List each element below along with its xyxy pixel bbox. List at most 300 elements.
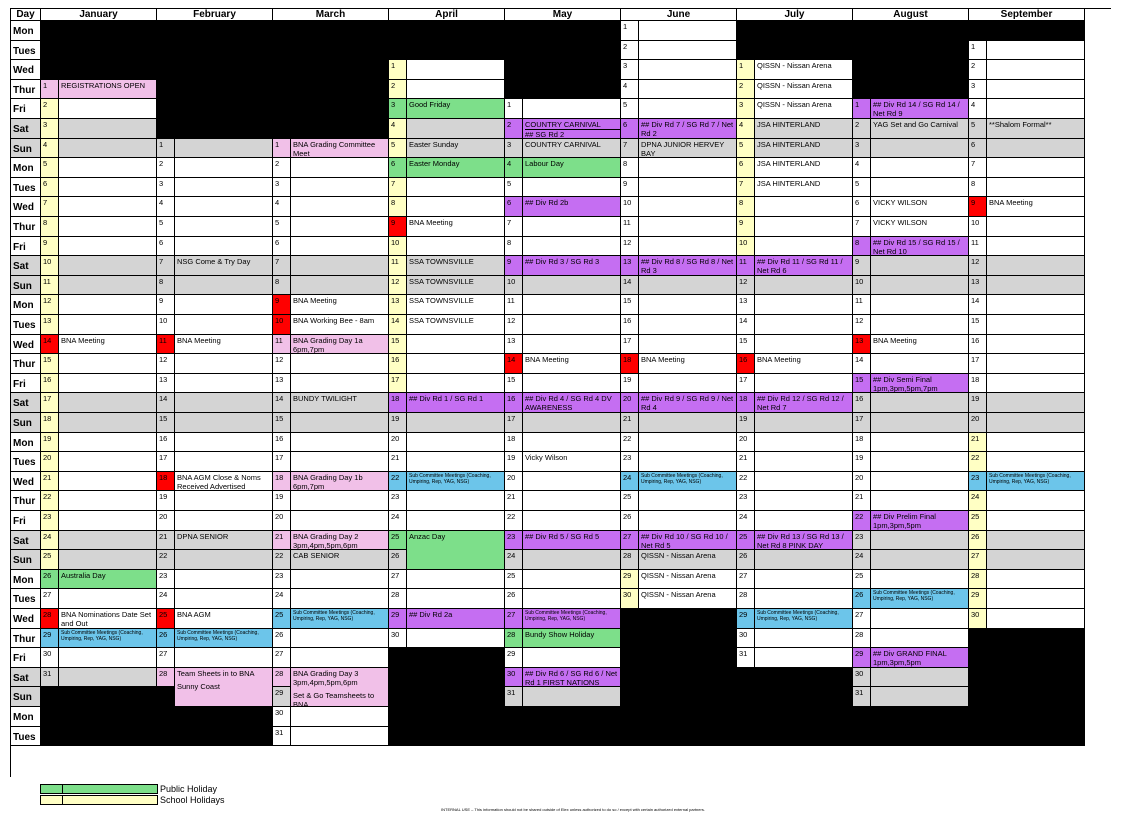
weekday-label: Sun [11,550,41,570]
weekday-label: Fri [11,374,41,394]
event-text: JSA HINTERLAND [757,178,821,188]
event-cell[interactable] [407,315,505,335]
date-number: 25 [621,491,639,511]
empty-day-cell [755,472,853,492]
event-cell[interactable] [755,60,853,80]
date-number: 15 [41,354,59,374]
event-cell[interactable] [291,139,389,159]
event-cell[interactable] [175,531,273,551]
empty-day-cell [871,393,969,413]
event-cell[interactable] [987,119,1085,139]
event-cell[interactable] [755,158,853,178]
date-number: 17 [505,413,523,433]
event-cell[interactable] [407,609,505,629]
empty-day-cell [59,256,157,276]
date-number: 24 [273,589,291,609]
date-number: 22 [41,491,59,511]
date-number: 5 [41,158,59,178]
date-number: 20 [737,433,755,453]
event-text: BNA AGM Close & Noms Received Advertised [177,472,261,491]
date-number: 27 [969,550,987,570]
event-cell[interactable] [639,393,737,413]
empty-day-cell [291,413,389,433]
date-number: 3 [273,178,291,198]
event-cell[interactable] [871,374,969,394]
event-cell[interactable] [291,335,389,355]
event-cell[interactable] [639,550,737,570]
empty-day-cell [639,158,737,178]
event-cell[interactable] [755,531,853,551]
event-cell[interactable] [871,511,969,531]
event-text: SSA TOWNSVILLE [409,257,474,267]
event-cell[interactable] [871,589,969,609]
date-number: 26 [41,570,59,590]
event-cell[interactable] [175,256,273,276]
date-number: 30 [853,668,871,688]
event-cell[interactable] [523,119,621,139]
date-number: 18 [505,433,523,453]
empty-day-cell [59,531,157,551]
date-number: 10 [621,197,639,217]
date-number: 29 [621,570,639,590]
event-cell[interactable] [871,237,969,257]
empty-day-cell [407,491,505,511]
date-number: 14 [737,315,755,335]
date-number: 17 [389,374,407,394]
date-number: 5 [157,217,175,237]
event-cell[interactable] [755,119,853,139]
empty-day-cell [291,197,389,217]
empty-day-cell [639,452,737,472]
date-number: 6 [273,237,291,257]
empty-day-cell [871,452,969,472]
date-number: 11 [157,335,175,355]
month-header-january: January [41,9,157,21]
empty-day-cell [59,276,157,296]
date-number: 14 [853,354,871,374]
date-number: 12 [505,315,523,335]
blocked-cell [389,687,505,707]
date-number: 23 [969,472,987,492]
date-number: 13 [621,256,639,276]
event-cell[interactable] [523,531,621,551]
empty-day-cell [291,452,389,472]
blocked-cell [157,727,273,747]
blocked-cell [505,80,621,100]
empty-day-cell [407,511,505,531]
event-text: ## Div Rd 10 / SG Rd 10 / Net Rd 5 [641,531,728,550]
empty-day-cell [175,393,273,413]
event-text: QISSN - Nissan Arena [641,590,716,600]
event-text: ## Div Rd 1 / SG Rd 1 [409,394,484,404]
empty-day-cell [871,354,969,374]
blocked-cell [157,21,273,41]
date-number: 11 [621,217,639,237]
event-cell[interactable] [639,354,737,374]
empty-day-cell [987,178,1085,198]
date-number: 29 [969,589,987,609]
date-number: 23 [41,511,59,531]
date-number: 16 [41,374,59,394]
date-number: 10 [853,276,871,296]
empty-day-cell [987,60,1085,80]
empty-day-cell [987,531,1085,551]
event-cell[interactable] [523,139,621,159]
date-number: 13 [737,295,755,315]
blocked-cell [969,687,1085,707]
empty-day-cell [871,433,969,453]
event-cell[interactable] [175,629,273,649]
event-cell[interactable] [407,531,505,570]
date-number: 4 [737,119,755,139]
date-number: 8 [969,178,987,198]
date-number: 13 [969,276,987,296]
event-cell[interactable] [291,609,389,629]
event-text: BNA Meeting [641,355,685,365]
weekday-label: Wed [11,335,41,355]
date-number: 11 [389,256,407,276]
empty-day-cell [987,217,1085,237]
weekday-label: Sun [11,413,41,433]
date-number: 25 [273,609,291,629]
empty-day-cell [407,237,505,257]
event-cell[interactable] [639,256,737,276]
empty-day-cell [987,511,1085,531]
event-cell[interactable] [523,197,621,217]
weekday-label: Fri [11,99,41,119]
empty-day-cell [871,629,969,649]
empty-day-cell [987,139,1085,159]
date-number: 16 [621,315,639,335]
event-cell[interactable] [987,472,1085,492]
event-cell[interactable] [871,648,969,668]
event-cell[interactable] [407,99,505,119]
footnote: INTERNAL USE – This information should not be shared outside of Elex unless authorized to do so / except with certain authorized external partners. [441,807,705,812]
empty-day-cell [987,491,1085,511]
empty-day-cell [407,433,505,453]
date-number: 24 [621,472,639,492]
date-number: 25 [41,550,59,570]
empty-day-cell [755,217,853,237]
date-number: 20 [389,433,407,453]
date-number: 8 [157,276,175,296]
event-text: BNA Grading Day 3 3pm,4pm,5pm,6pm [293,668,359,687]
event-cell[interactable] [871,197,969,217]
date-number: 28 [157,668,175,688]
empty-day-cell [407,197,505,217]
event-text: ## Div Rd 13 / SG Rd 13 / Net Rd 8 PINK DAY [757,531,844,550]
date-number: 15 [737,335,755,355]
date-number: 28 [737,589,755,609]
event-cell[interactable] [523,393,621,413]
date-number: 13 [505,335,523,355]
empty-day-cell [175,413,273,433]
empty-day-cell [175,570,273,590]
empty-day-cell [871,491,969,511]
event-cell[interactable] [755,99,853,119]
empty-day-cell [639,374,737,394]
date-number: 5 [737,139,755,159]
weekday-label: Thur [11,80,41,100]
empty-day-cell [987,433,1085,453]
date-number: 21 [621,413,639,433]
empty-day-cell [407,80,505,100]
event-cell[interactable] [175,472,273,492]
empty-day-cell [407,335,505,355]
event-text: Good Friday [409,100,451,110]
blocked-cell [505,21,621,41]
weekday-label: Mon [11,570,41,590]
date-number: 27 [273,648,291,668]
date-number: 1 [621,21,639,41]
event-text: SSA TOWNSVILLE [409,316,474,325]
event-cell[interactable] [523,158,621,178]
event-cell[interactable] [291,393,389,413]
date-number: 23 [505,531,523,551]
date-number: 26 [737,550,755,570]
empty-day-cell [987,609,1085,629]
event-cell[interactable] [291,315,389,335]
event-cell[interactable] [639,570,737,590]
event-cell[interactable] [523,256,621,276]
event-cell[interactable] [175,668,273,707]
date-number: 25 [853,570,871,590]
event-cell[interactable] [291,668,389,707]
event-cell[interactable] [407,217,505,237]
empty-day-cell [59,119,157,139]
empty-day-cell [523,472,621,492]
empty-day-cell [987,354,1085,374]
event-cell[interactable] [291,531,389,551]
empty-day-cell [755,452,853,472]
event-cell[interactable] [59,335,157,355]
event-cell[interactable] [59,629,157,649]
event-cell[interactable] [639,531,737,551]
empty-day-cell [523,491,621,511]
event-cell[interactable] [523,354,621,374]
empty-day-cell [175,354,273,374]
event-text: JSA HINTERLAND [757,159,821,169]
blocked-cell [621,687,737,707]
date-number: 12 [969,256,987,276]
empty-day-cell [755,295,853,315]
date-number: 9 [41,237,59,257]
event-cell[interactable] [987,197,1085,217]
event-cell[interactable] [523,609,621,629]
date-number: 18 [853,433,871,453]
empty-day-cell [407,178,505,198]
event-cell[interactable] [523,452,621,472]
date-number: 27 [389,570,407,590]
event-text: ## Div GRAND FINAL 1pm,3pm,5pm [873,649,947,668]
weekday-label: Sat [11,393,41,413]
date-number: 22 [853,511,871,531]
date-number: 29 [737,609,755,629]
event-cell[interactable] [175,609,273,629]
date-number: 24 [737,511,755,531]
blocked-cell [41,727,157,747]
event-text: BNA Meeting [873,335,917,345]
date-number: 24 [853,550,871,570]
empty-day-cell [639,433,737,453]
date-number: 1 [41,80,59,100]
empty-day-cell [987,158,1085,178]
empty-day-cell [523,99,621,119]
event-text: ## Div Rd 3 / SG Rd 3 [525,257,600,267]
empty-day-cell [59,178,157,198]
event-text: ## Div Rd 4 / SG Rd 4 DV AWARENESS [525,394,612,413]
month-header-february: February [157,9,273,21]
date-number: 15 [853,374,871,394]
date-number: 21 [389,452,407,472]
weekday-label: Fri [11,648,41,668]
empty-day-cell [523,511,621,531]
event-cell[interactable] [523,668,621,688]
event-cell[interactable] [291,472,389,492]
weekday-label: Sat [11,256,41,276]
event-cell[interactable] [59,609,157,629]
empty-day-cell [407,413,505,433]
date-number: 25 [505,570,523,590]
day-column-header: Day [11,9,41,21]
empty-day-cell [291,237,389,257]
date-number: 13 [273,374,291,394]
date-number: 2 [737,80,755,100]
event-text: Australia Day [61,570,106,580]
blocked-cell [273,21,389,41]
event-cell[interactable] [407,393,505,413]
event-cell[interactable] [871,119,969,139]
event-cell[interactable] [755,256,853,276]
blocked-cell [389,648,505,668]
empty-day-cell [871,531,969,551]
date-number: 31 [853,687,871,707]
blocked-cell [505,41,621,61]
date-number: 24 [505,550,523,570]
month-header-april: April [389,9,505,21]
weekday-label: Mon [11,21,41,41]
event-cell[interactable] [639,139,737,159]
empty-day-cell [59,433,157,453]
blocked-cell [737,727,853,747]
date-number: 15 [621,295,639,315]
date-number: 8 [737,197,755,217]
event-cell[interactable] [291,550,389,570]
event-cell[interactable] [871,217,969,237]
empty-day-cell [175,315,273,335]
blocked-cell [969,707,1085,727]
empty-day-cell [523,374,621,394]
date-number: 27 [505,609,523,629]
event-text: ## Div Rd 15 / SG Rd 15 / Net Rd 10 [873,237,960,256]
legend-label-school-holidays: School Holidays [160,795,225,805]
date-number: 17 [41,393,59,413]
event-cell[interactable] [871,99,969,119]
date-number: 19 [969,393,987,413]
event-cell[interactable] [755,393,853,413]
event-cell[interactable] [639,119,737,139]
date-number: 23 [273,570,291,590]
empty-day-cell [755,335,853,355]
month-header-july: July [737,9,853,21]
empty-day-cell [523,295,621,315]
date-number: 18 [41,413,59,433]
empty-day-cell [59,99,157,119]
empty-day-cell [755,589,853,609]
date-number: 19 [273,491,291,511]
event-text: QISSN - Nissan Arena [757,61,832,71]
empty-day-cell [987,589,1085,609]
event-text: ## Div Rd 14 / SG Rd 14 / Net Rd 9 [873,100,960,119]
event-cell[interactable] [59,80,157,100]
event-cell[interactable] [755,139,853,159]
empty-day-cell [407,570,505,590]
empty-day-cell [291,648,389,668]
empty-day-cell [291,158,389,178]
empty-day-cell [59,511,157,531]
event-cell[interactable] [59,570,157,590]
date-number: 19 [157,491,175,511]
empty-day-cell [639,99,737,119]
blocked-cell [621,629,737,649]
date-number: 20 [505,472,523,492]
date-number: 9 [505,256,523,276]
event-cell[interactable] [407,472,505,492]
event-cell[interactable] [755,80,853,100]
event-cell[interactable] [523,629,621,649]
weekday-label: Tues [11,315,41,335]
event-cell[interactable] [639,472,737,492]
blocked-cell [273,80,389,100]
event-cell[interactable] [407,139,505,159]
event-text: QISSN - Nissan Arena [641,570,716,580]
event-text: Team Sheets in to BNA [177,668,255,678]
empty-day-cell [755,629,853,649]
blocked-cell [621,668,737,688]
date-number: 11 [273,335,291,355]
event-cell[interactable] [639,589,737,609]
event-cell[interactable] [871,335,969,355]
legend-swatch-school-holidays [40,795,158,805]
event-text: Sub Committee Meetings (Coaching, Umpiring, Rep, YAG, NSG) [293,610,375,622]
event-cell[interactable] [755,609,853,629]
event-cell[interactable] [755,354,853,374]
weekday-label: Sun [11,139,41,159]
event-cell[interactable] [175,335,273,355]
event-text: Easter Monday [409,159,460,169]
event-cell[interactable] [407,256,505,276]
event-text: ## Div Rd 6 / SG Rd 6 / Net Rd 1 FIRST NATIONS [525,668,618,687]
date-number: 9 [853,256,871,276]
empty-day-cell [59,648,157,668]
empty-day-cell [59,374,157,394]
event-cell[interactable] [291,295,389,315]
date-number: 24 [969,491,987,511]
date-number: 26 [621,511,639,531]
event-cell[interactable] [407,295,505,315]
event-text: VICKY WILSON [873,218,928,227]
blocked-cell [621,609,737,629]
empty-day-cell [523,589,621,609]
date-number: 22 [389,472,407,492]
date-number: 21 [853,491,871,511]
event-cell[interactable] [755,178,853,198]
event-text: BNA AGM [177,610,211,619]
event-text: Vicky Wilson [525,453,568,463]
event-cell[interactable] [407,276,505,296]
event-cell[interactable] [407,158,505,178]
event-text: COUNTRY CARNIVAL [525,139,601,149]
